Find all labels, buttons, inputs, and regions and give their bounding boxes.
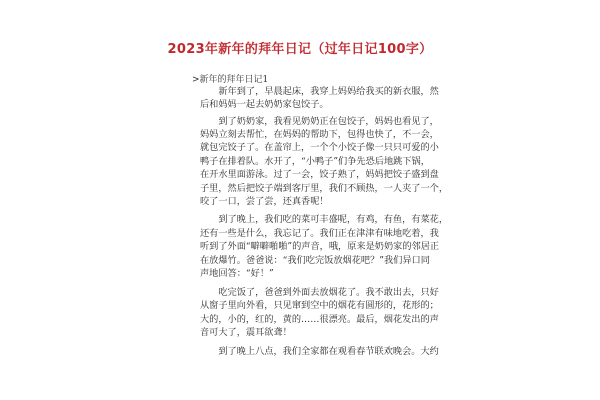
text-line: 从窗子里向外看，只见窜到空中的烟花有圆形的，花形的；: [200, 300, 439, 311]
text-line: 新年到了，早晨起床，我穿上妈妈给我买的新衣服，然: [200, 86, 439, 97]
text-line: 还有一些是什么，我忘记了。我们正在津津有味地吃着，我: [200, 228, 439, 239]
text-line: 大的，小的，红的，黄的……很漂亮。最后，烟花发出的声: [200, 314, 439, 325]
text-line: 到了晚上八点，我们全家都在观看春节联欢晚会。大约: [200, 346, 439, 357]
document-title: 2023年新年的拜年日记（过年日记100字）: [167, 42, 433, 57]
text-line: 在放爆竹。爸爸说：“我们吃完饭放烟花吧？”我们异口同: [200, 255, 430, 266]
text-line: 听到了外面“噼噼啪啪”的声音，哦，原来是奶奶家的邻居正: [200, 241, 440, 252]
text-line: 到了晚上，我们吃的菜可丰盛呢，有鸡，有鱼，有菜花，: [200, 214, 449, 225]
text-line: 音可大了，震耳欲聋！: [200, 327, 292, 338]
text-line: 咬了一口，尝了尝，还真香呢！: [200, 196, 329, 207]
text-line: 子里，然后把饺子端到客厅里，我们不顾热，一人夹了一个，: [200, 183, 449, 194]
document-subheading: >新年的拜年日记1: [192, 75, 269, 85]
text-line: 到了奶奶家，我看见奶奶正在包饺子，妈妈也看见了，: [200, 116, 439, 127]
text-line: 吃完饭了，爸爸到外面去放烟花了。我不敢出去，只好: [200, 287, 439, 298]
text-line: 在开水里面游泳。过了一会，饺子熟了，妈妈把饺子盛到盘: [200, 169, 439, 180]
text-line: 后和妈妈一起去奶奶家包饺子。: [200, 99, 329, 110]
text-line: 鸭子在排着队。水开了，“小鸭子”们争先恐后地跳下锅，: [200, 156, 430, 167]
text-line: 声地回答：“好！”: [200, 268, 274, 279]
text-line: 就包完饺子了。在盖帘上，一个个小饺子像一只只可爱的小: [200, 142, 439, 153]
text-line: 妈妈立刻去帮忙，在妈妈的帮助下，包得也快了，不一会，: [200, 129, 439, 140]
